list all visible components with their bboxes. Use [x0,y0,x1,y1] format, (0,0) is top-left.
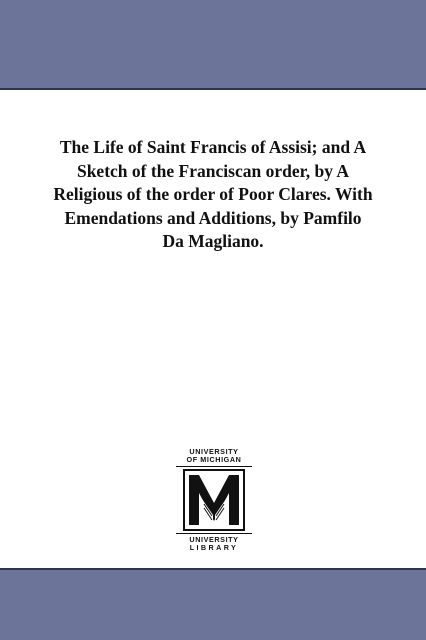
book-title: The Life of Saint Francis of Assisi; and A Sketch of the Franciscan order, by A Religious of the order of Poor Clares. With Emendations and Additions, by Pamfilo Da Magliano. [53,137,373,251]
logo-text-university-top: UNIVERSITY [189,447,239,456]
top-color-band [0,0,426,90]
university-of-michigan-m-icon [183,469,245,531]
logo-text-of-michigan: OF MICHIGAN [186,455,242,464]
logo-rule-bottom [176,533,252,534]
publisher-logo [176,448,252,552]
logo-text-library: LIBRARY [189,543,239,552]
bottom-color-band [0,568,426,640]
logo-rule-top [176,466,252,467]
logo-text-university-bottom: UNIVERSITY [189,535,239,544]
